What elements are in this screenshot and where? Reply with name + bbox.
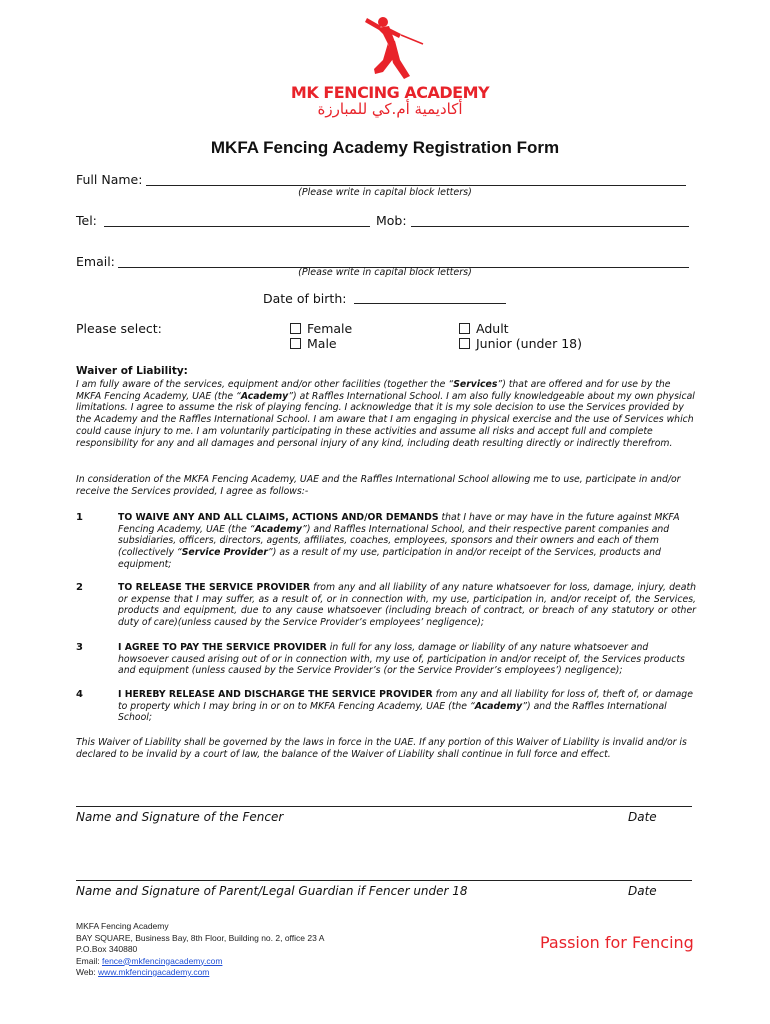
male-label: Male (307, 336, 337, 351)
footer-web-label: Web: (76, 967, 99, 977)
tel-field[interactable] (104, 226, 370, 227)
page-title: MKFA Fencing Academy Registration Form (210, 138, 560, 157)
footer-org: MKFA Fencing Academy (76, 921, 169, 931)
date-label: Date (628, 810, 657, 824)
clause-2: TO RELEASE THE SERVICE PROVIDER from any and all liability of any nature whatsoever for loss, damage, injury, death or expense that I may suffer, as a result of, or in connection with, my use, participation in, and/or receipt of, the Services, products and equipment, due to any cause whatsoever (including breach of contract, or breach of any statutory or other duty of care)(unless caused by the Service Provider’s employees’ negligence); (118, 582, 696, 629)
female-checkbox[interactable] (290, 321, 352, 336)
clause-number: 1 (76, 512, 83, 523)
date-label: Date (628, 884, 657, 898)
waiver-heading: Waiver of Liability: (76, 365, 188, 377)
tel-label: Tel: (76, 213, 97, 228)
female-label: Female (307, 321, 353, 336)
junior-label: Junior (under 18) (476, 336, 583, 351)
waiver-intro: I am fully aware of the services, equipment and/or other facilities (together the “Services”) that are offered and for use by the MKFA Fencing Academy, UAE (the “Academy”) at Raffles International School. I am also fully knowledgeable about my own physical limitations. I agree to assume the risk of playing fencing. I acknowledge that it is my sole decision to use the Services provided by the Academy and the Raffles International School. I am aware that I am engaging in physical exercise and the use of Services which could cause injury to me. I am voluntarily participating in these activities and assume all risks and accept full and complete responsibility for any and all damages and personal injury of any kind, including death resulting directly or indirectly therefrom. (76, 379, 695, 449)
checkbox-icon (459, 323, 470, 334)
checkbox-icon (290, 323, 301, 334)
dob-field[interactable] (354, 303, 506, 304)
footer-email-link[interactable]: fence@mkfencingacademy.com (101, 955, 223, 966)
footer-address (76, 921, 376, 979)
mob-label: Mob: (376, 213, 407, 228)
dob-label: Date of birth: (263, 291, 347, 306)
footer-po-box: P.O.Box 340880 (76, 944, 138, 954)
male-checkbox[interactable] (290, 336, 337, 351)
clause-4: I HEREBY RELEASE AND DISCHARGE THE SERVICE PROVIDER from any and all liability for loss of, theft of, or damage to property which I may bring in or on to MKFA Fencing Academy, UAE (the “Academy”) and the Raffles International School; (118, 689, 693, 724)
clause-number: 2 (76, 582, 83, 593)
email-capital-note: (Please write in capital block letters) (298, 267, 472, 278)
fencer-signature-line[interactable] (76, 806, 692, 807)
junior-checkbox[interactable] (459, 336, 582, 351)
mob-field[interactable] (411, 226, 689, 227)
select-label: Please select: (76, 321, 162, 336)
capital-letters-note: (Please write in capital block letters) (298, 187, 472, 198)
footer-email-label: Email: (76, 955, 102, 966)
checkbox-icon (459, 338, 470, 349)
fencer-signature-label: Name and Signature of the Fencer (76, 810, 284, 824)
governing-law: This Waiver of Liability shall be governed by the laws in force in the UAE. If any portion of this Waiver of Liability is invalid and/or is declared to be invalid by a court of law, the balance of the Waiver of Liability shall continue in full force and effect. (76, 737, 687, 760)
adult-label: Adult (476, 321, 509, 336)
clause-number: 4 (76, 689, 83, 700)
waiver-consideration: In consideration of the MKFA Fencing Academy, UAE and the Raffles International School allowing me to use, participate in and/or receive the Services provided, I agree as follows:- (76, 474, 681, 497)
adult-checkbox[interactable] (459, 321, 509, 336)
clause-3: I AGREE TO PAY THE SERVICE PROVIDER in full for any loss, damage or liability of any nature whatsoever and howsoever caused arising out of or in connection with, my use of, participation in and/or receipt of, the Services products and equipment (unless caused by the Service Provider’s (or the Service Provider’s employees’) negligence); (118, 642, 685, 677)
guardian-signature-label: Name and Signature of Parent/Legal Guardian if Fencer under 18 (76, 884, 468, 898)
academy-logo-arabic: أكاديمية أم.كي للمبارزة (317, 100, 463, 118)
clause-1: TO WAIVE ANY AND ALL CLAIMS, ACTIONS AND/OR DEMANDS that I have or may have in the future against MKFA Fencing Academy, UAE (the “Academy”) and Raffles International School, and their respective parent companies and subsidiaries, officers, directors, agents, affiliates, coaches, employees, sponsors and their owners and each of them (collectively “Service Provider”) as a result of my use, participation in and/or receipt of the Services, products and equipment; (118, 512, 680, 570)
tagline: Passion for Fencing (540, 933, 694, 952)
academy-logo-text: MK FENCING ACADEMY (290, 83, 490, 102)
email-label: Email: (76, 254, 115, 269)
footer-web-link[interactable]: www.mkfencingacademy.com (98, 967, 210, 977)
footer-street: BAY SQUARE, Business Bay, 8th Floor, Building no. 2, office 23 A (76, 932, 325, 943)
clause-number: 3 (76, 642, 83, 653)
fencer-logo-icon (355, 14, 425, 84)
guardian-signature-line[interactable] (76, 880, 692, 881)
full-name-label: Full Name: (76, 172, 143, 187)
full-name-field[interactable] (146, 185, 686, 186)
checkbox-icon (290, 338, 301, 349)
